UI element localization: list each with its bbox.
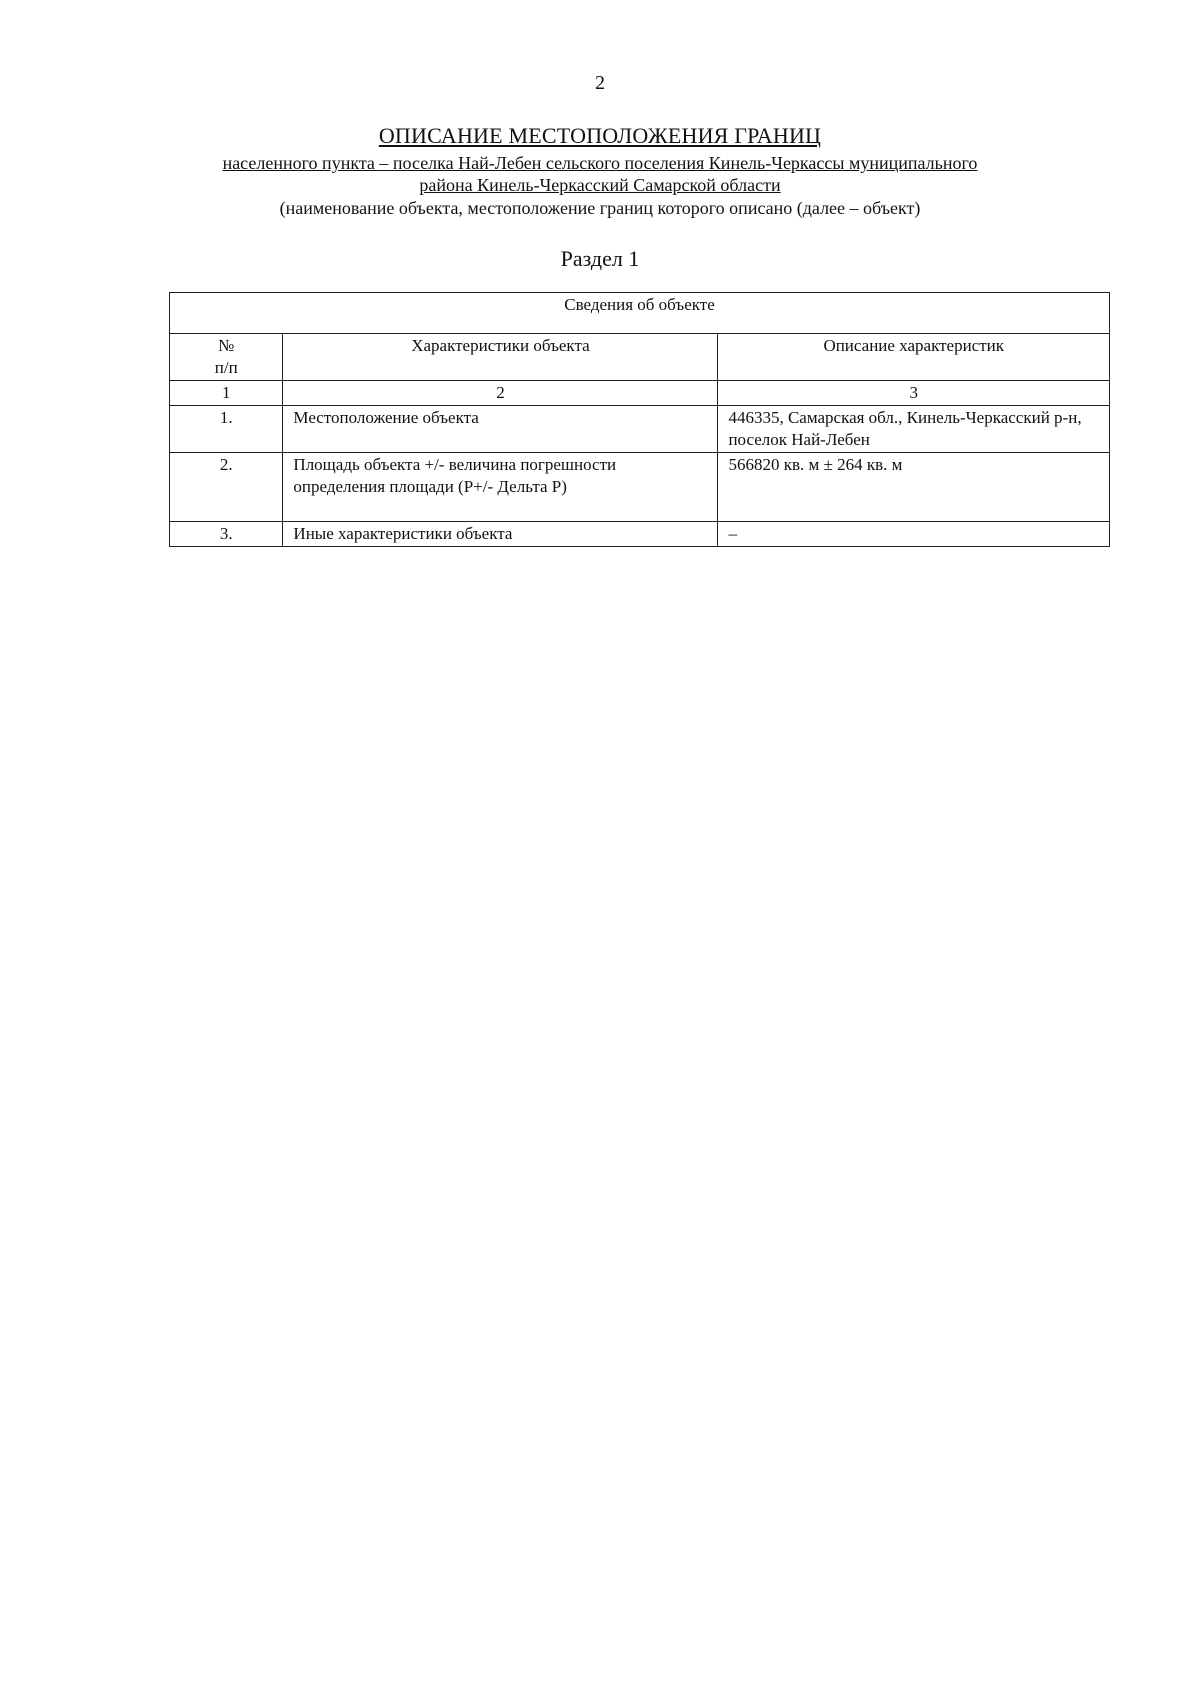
document-header xyxy=(0,122,1200,220)
row-characteristic: Площадь объекта +/- величина погрешности определения площади (Р+/- Дельта Р) xyxy=(283,453,718,522)
column-number-2: 2 xyxy=(283,381,718,406)
row-characteristic: Местоположение объекта xyxy=(283,406,718,453)
object-info-table xyxy=(169,292,1110,547)
row-number: 3. xyxy=(170,522,283,547)
table-row xyxy=(170,453,1110,522)
row-number: 2. xyxy=(170,453,283,522)
column-number-1: 1 xyxy=(170,381,283,406)
table-row xyxy=(170,522,1110,547)
row-description: – xyxy=(718,522,1110,547)
section-title: Раздел 1 xyxy=(560,246,640,271)
column-number-row xyxy=(170,381,1110,406)
object-name-caption: (наименование объекта, местоположение границ которого описано (далее – объект) xyxy=(279,198,921,218)
column-number-3: 3 xyxy=(718,381,1110,406)
row-description: 446335, Самарская обл., Кинель-Черкасский р-н, поселок Най-Лебен xyxy=(718,406,1110,453)
column-header-characteristics: Характеристики объекта xyxy=(283,334,718,381)
row-number: 1. xyxy=(170,406,283,453)
object-name-line-1: населенного пункта – поселка Най-Лебен сельского поселения Кинель-Черкассы муниципального xyxy=(222,153,978,173)
document-title: ОПИСАНИЕ МЕСТОПОЛОЖЕНИЯ ГРАНИЦ xyxy=(378,123,822,148)
row-description: 566820 кв. м ± 264 кв. м xyxy=(718,453,1110,522)
table-row xyxy=(170,406,1110,453)
table-caption-row xyxy=(170,293,1110,334)
table-header-row xyxy=(170,334,1110,381)
object-name-line-2: района Кинель-Черкасский Самарской области xyxy=(419,175,781,195)
table-caption: Сведения об объекте xyxy=(170,293,1110,334)
row-characteristic: Иные характеристики объекта xyxy=(283,522,718,547)
column-header-number: № п/п xyxy=(170,334,283,381)
object-name xyxy=(170,152,1030,196)
page-number: 2 xyxy=(595,72,605,94)
column-header-description: Описание характеристик xyxy=(718,334,1110,381)
